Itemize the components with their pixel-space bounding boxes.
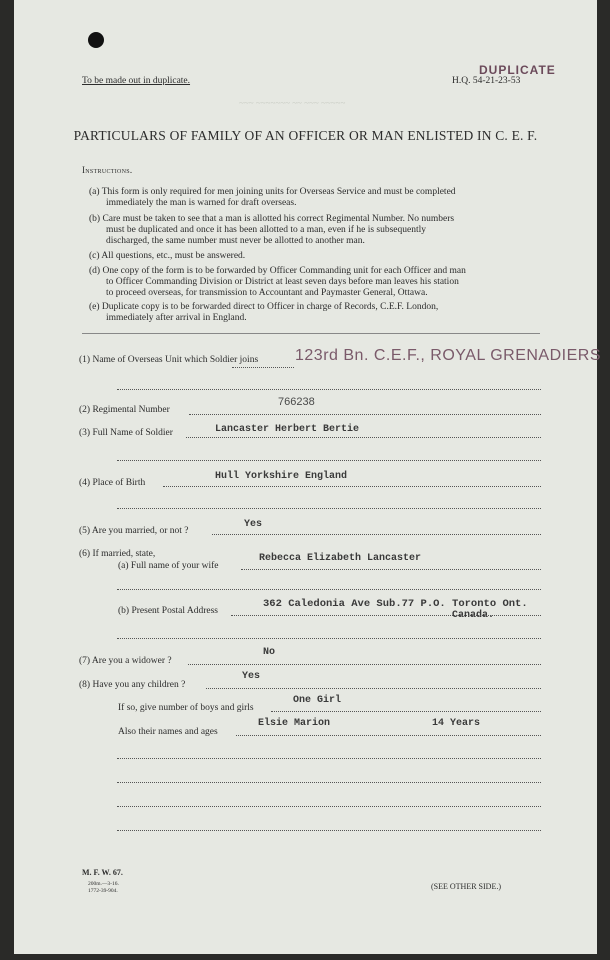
q8a-label: If so, give number of boys and girls — [118, 703, 254, 713]
q7-line — [188, 664, 541, 665]
instructions-heading: Instructions. — [82, 165, 133, 175]
q5-line — [212, 534, 541, 535]
q3-line-2 — [117, 460, 541, 461]
instruction-b: (b) Care must be taken to see that a man is allotted his correct Regimental Number. No numbers must be duplicated and once it has been allotted to a man, even if he is subsequently discharged, the same number must never be allotted to another man. — [89, 214, 455, 246]
q4-value: Hull Yorkshire England — [215, 471, 348, 482]
q4-line-2 — [117, 508, 541, 509]
q5-value: Yes — [244, 519, 263, 530]
instruction-a: (a) This form is only required for men joining units for Overseas Service and must be completed immediately the man is warned for draft overseas. — [89, 187, 456, 208]
q3-label: (3) Full Name of Soldier — [79, 428, 173, 438]
q6b-line-2 — [117, 638, 541, 639]
section-divider — [82, 333, 540, 334]
duplicate-stamp: DUPLICATE — [479, 63, 556, 77]
q1-unit-stamp: 123rd Bn. C.E.F., ROYAL GRENADIERS — [295, 347, 601, 364]
children-line-4 — [117, 806, 541, 807]
form-title: PARTICULARS OF FAMILY OF AN OFFICER OR MAN ENLISTED IN C. E. F. — [73, 128, 538, 143]
q6a-line — [241, 569, 541, 570]
form-number: M. F. W. 67. — [82, 868, 123, 877]
made-out-note: To be made out in duplicate. — [82, 76, 191, 86]
q2-label: (2) Regimental Number — [79, 405, 170, 415]
q8-label: (8) Have you any children ? — [79, 680, 186, 690]
q7-value: No — [263, 647, 276, 658]
q6-label: (6) If married, state, — [79, 549, 156, 559]
q7-label: (7) Are you a widower ? — [79, 656, 172, 666]
print-info: 200m.—3-16. 1772-39-904. — [88, 881, 119, 894]
q5-label: (5) Are you married, or not ? — [79, 526, 189, 536]
q4-label: (4) Place of Birth — [79, 478, 146, 488]
q6a-label: (a) Full name of your wife — [118, 561, 219, 571]
children-line-3 — [117, 782, 541, 783]
instruction-c: (c) All questions, etc., must be answered. — [89, 251, 246, 261]
form-page — [14, 0, 601, 954]
children-line-2 — [117, 758, 541, 759]
instruction-e: (e) Duplicate copy is to be forwarded direct to Officer in charge of Records, C.E.F. London, immediately after arrival in England. — [89, 302, 439, 323]
q6b-value-line2: Canada. — [452, 610, 495, 621]
q6b-label: (b) Present Postal Address — [118, 606, 219, 616]
q8b-name: Elsie Marion — [258, 718, 331, 729]
instruction-d: (d) One copy of the form is to be forwarded by Officer Commanding unit for each Officer and man to Officer Commanding Division or District at least seven days before man leaves his station to proceed overseas, for transmission to Accountant and Paymaster General, Ottawa. — [89, 266, 466, 298]
q6a-value: Rebecca Elizabeth Lancaster — [259, 553, 422, 564]
q8b-line — [236, 735, 541, 736]
q2-line — [189, 414, 541, 415]
punch-hole — [88, 32, 104, 48]
file-reference: H.Q. 54-21-23-53 — [452, 76, 521, 86]
q1-line-2 — [117, 389, 541, 390]
q2-value: 766238 — [278, 396, 315, 408]
q1-label: (1) Name of Overseas Unit which Soldier joins — [79, 355, 259, 365]
q3-line — [186, 437, 541, 438]
q8b-age: 14 Years — [432, 718, 481, 729]
q6a-line-2 — [117, 589, 541, 590]
q8a-value: One Girl — [293, 695, 342, 706]
see-other-side: (SEE OTHER SIDE.) — [431, 882, 501, 891]
q6b-line — [231, 615, 541, 616]
q8b-label: Also their names and ages — [118, 727, 218, 737]
q8-value: Yes — [242, 671, 261, 682]
q8a-line — [271, 711, 541, 712]
bleed-through: ~~~ ~~~~~~~ ~~ ~~~ ~~~~~ — [239, 98, 346, 108]
q8-line — [206, 688, 541, 689]
children-line-5 — [117, 830, 541, 831]
q4-line — [163, 486, 541, 487]
q1-line — [232, 367, 294, 368]
q6b-value-line1: 362 Caledonia Ave Sub.77 P.O. Toronto Ont. — [263, 598, 528, 610]
q3-value: Lancaster Herbert Bertie — [215, 424, 360, 435]
